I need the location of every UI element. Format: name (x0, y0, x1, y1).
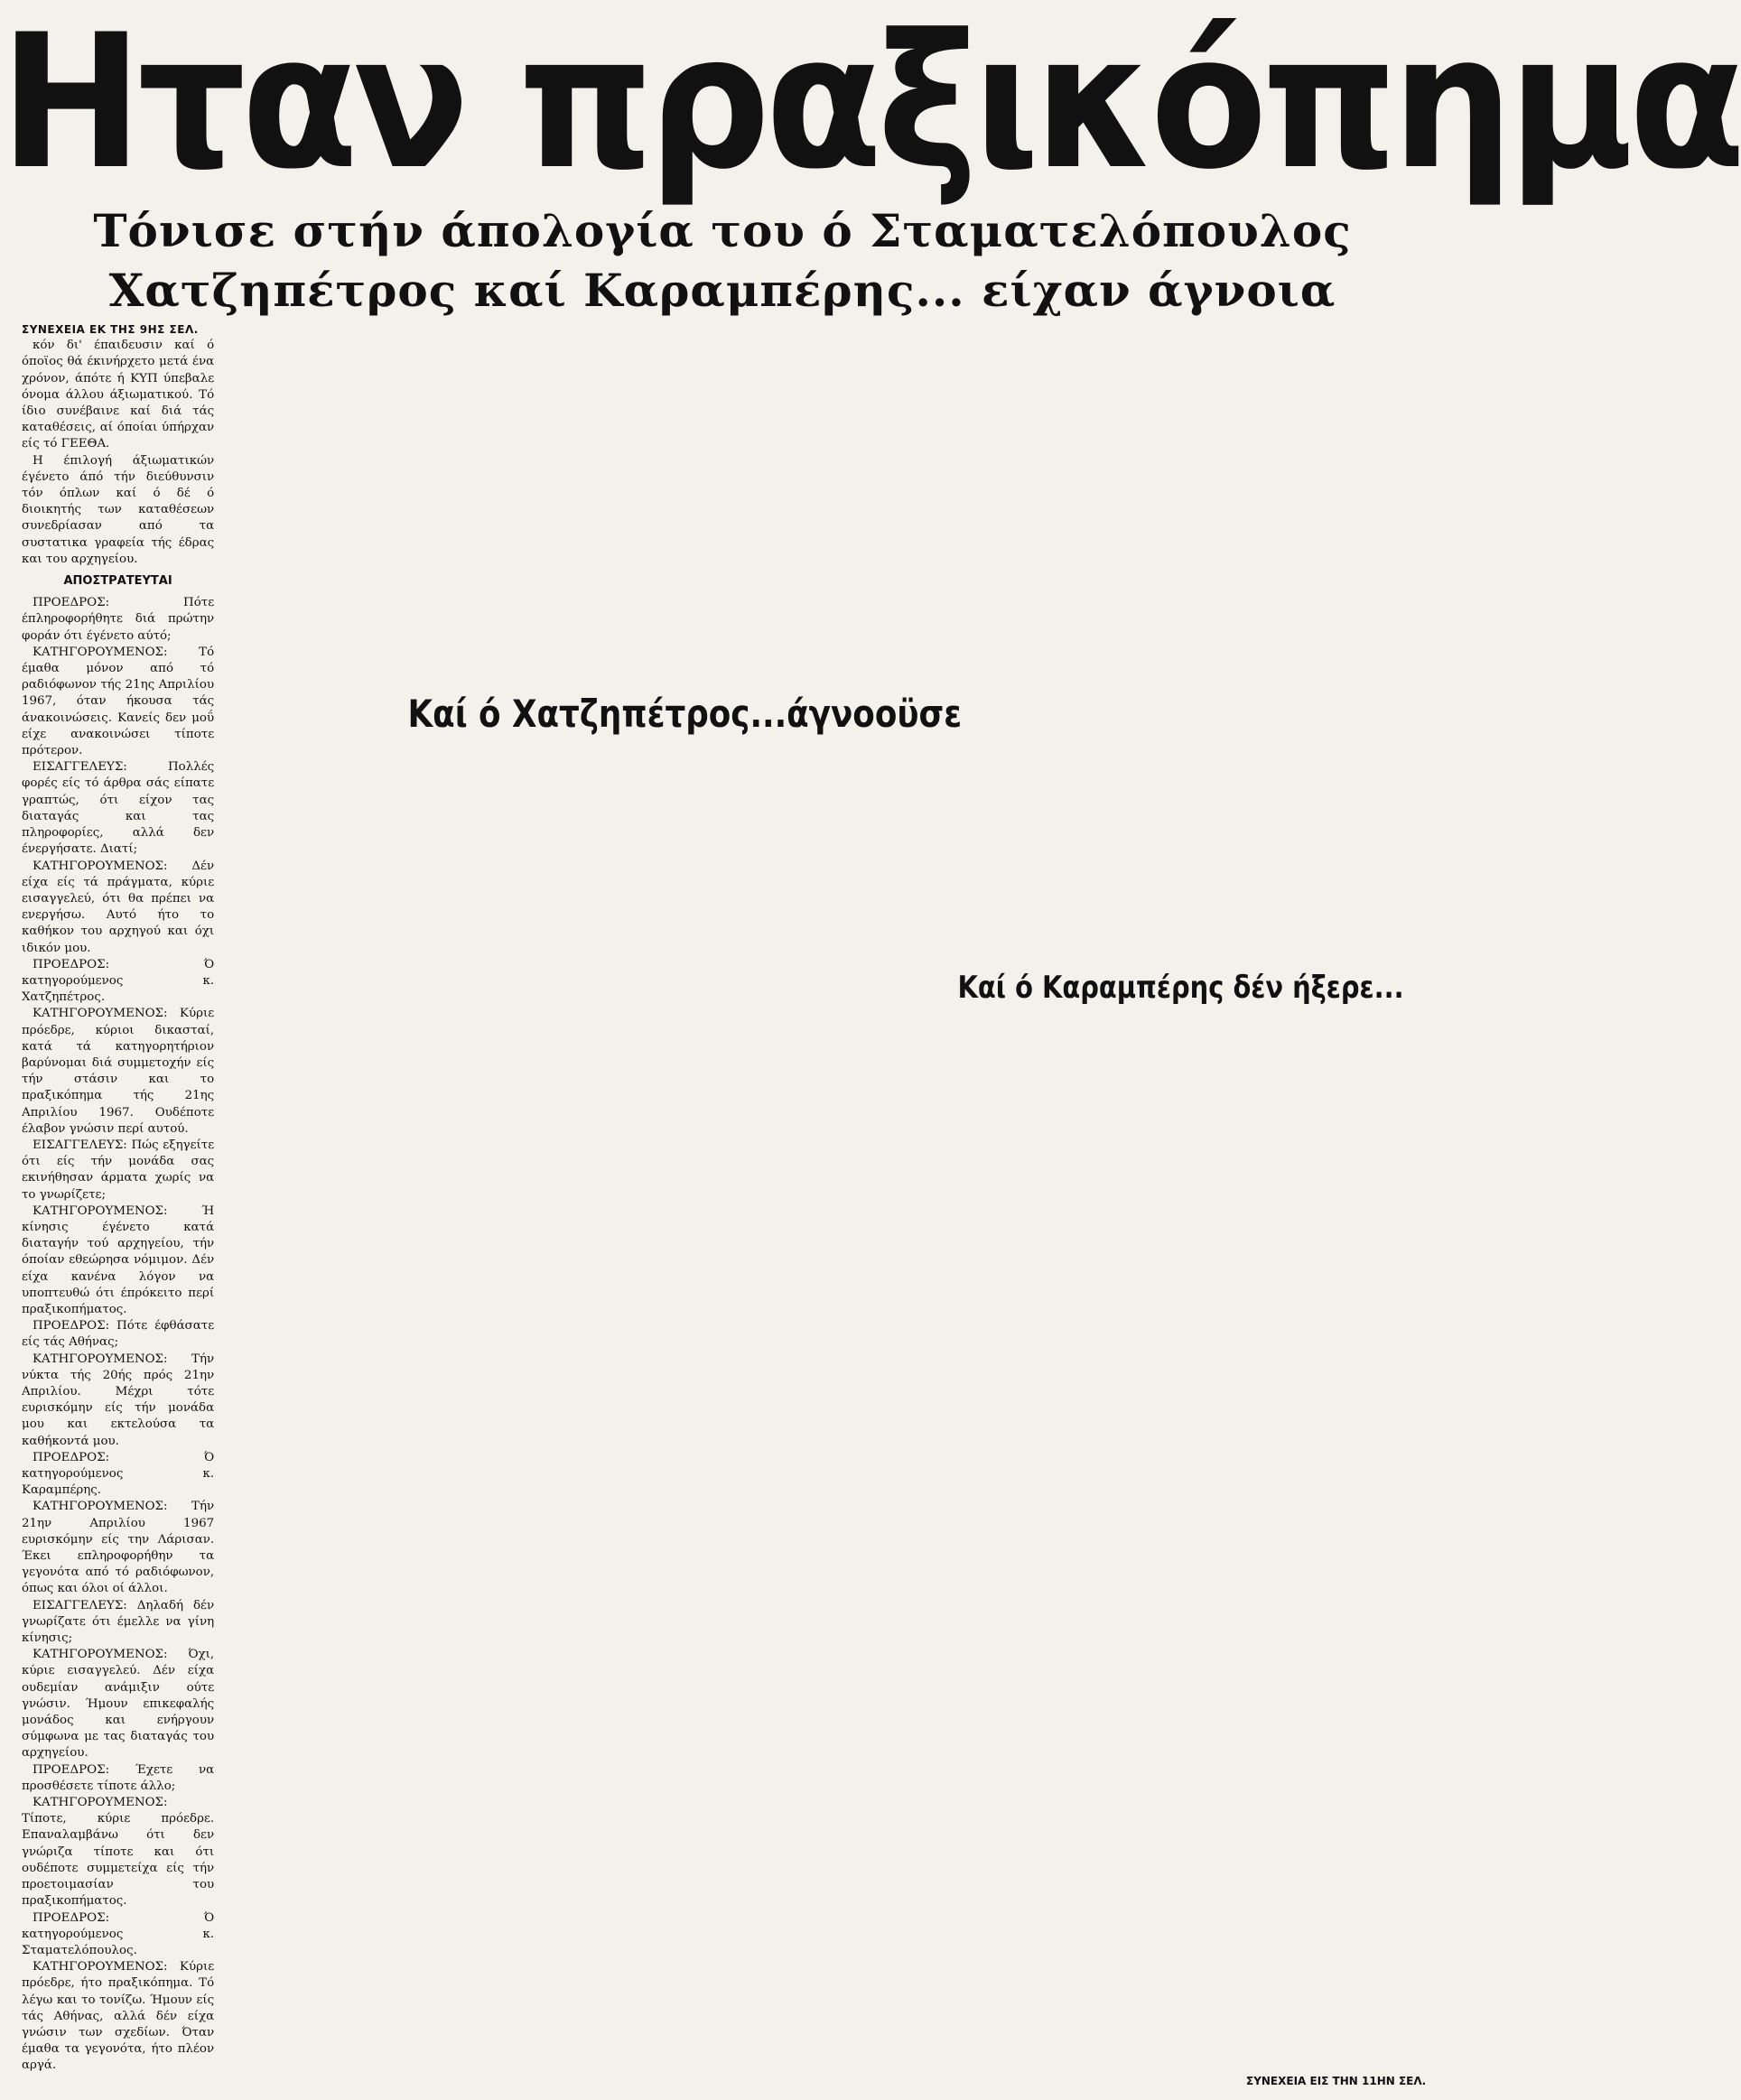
paragraph: ΠΡΟΕΔΡΟΣ: Ό κατηγορούμενος κ. Καραμπέρης. (22, 1450, 215, 1498)
paragraph: ΠΡΟΕΔΡΟΣ: Ό κατηγορούμενος κ. Χατζηπέτρος. (22, 957, 215, 1005)
paragraph: ΠΡΟΕΔΡΟΣ: Πότε έφθάσατε είς τάς Αθήνας; (22, 1319, 215, 1350)
paragraph: ΚΑΤΗΓΟΡΟΥΜΕΝΟΣ: Τό έμαθα μόνον από τό ραδιόφωνον τής 21ης Απριλίου 1967, όταν ήκουσα τάς άνακοινώσεις. Κανείς δεν μοΰ είχε ανακοινώσει τίποτε πρότερον. (22, 645, 215, 758)
paragraph: ΚΑΤΗΓΟΡΟΥΜΕΝΟΣ: Ή κίνησις έγένετο κατά διαταγήν τού αρχηγείου, τήν όποίαν εθεώρησα νόμιμον. Δέν είχα κανένα λόγον να υποπτευθώ ότι έπρόκειτο περί πραξικοπήματος. (22, 1203, 215, 1316)
continued-label: ΣΥΝΕΧΕΙΑ ΕΚ ΤΗΣ 9ΗΣ ΣΕΛ. (22, 323, 199, 336)
continued-footer: ΣΥΝΕΧΕΙΑ ΕΙΣ ΤΗΝ 11ΗΝ ΣΕΛ. (1246, 2075, 1445, 2087)
paragraph: ΚΑΤΗΓΟΡΟΥΜΕΝΟΣ: Κύριε πρόεδρε, ήτο πραξικόπημα. Τό λέγω και το τονίζω. Ήμουν είς τάς Αθήνας, αλλά δέν είχα γνώσιν των σχεδίων. Όταν έμαθα τα γεγονότα, ήτο πλέον αργά. (22, 1960, 215, 2073)
paragraph: ΚΑΤΗΓΟΡΟΥΜΕΝΟΣ: Τήν 21ην Απριλίου 1967 ευρισκόμην είς την Λάρισαν. Έκει επληροφορήθην τα γεγονότα από τό ραδιόφωνον, όπως και όλοι οί άλλοι. (22, 1500, 215, 1596)
paragraph: ΚΑΤΗΓΟΡΟΥΜΕΝΟΣ: Τήν νύκτα τής 20ής πρός 21ην Απριλίου. Μέχρι τότε ευρισκόμην είς τήν μονάδα μου και εκτελούσα τα καθήκοντά μου. (22, 1352, 215, 1448)
paragraph: ΚΑΤΗΓΟΡΟΥΜΕΝΟΣ: Κύριε πρόεδρε, κύριοι δικασταί, κατά τά κατηγορητήριον βαρύνομαι διά συμμετοχήν είς τήν στάσιν και το πραξικόπημα τής 21ης Απριλίου 1967. Ουδέποτε έλαβον γνώσιν περί αυτού. (22, 1007, 215, 1136)
section-heading-hatzipetros: Καί ό Χατζηπέτρος...άγνοοϋσε (400, 686, 970, 741)
paragraph: ΚΑΤΗΓΟΡΟΥΜΕΝΟΣ: Τίποτε, κύριε πρόεδρε. Επαναλαμβάνω ότι δεν γνώριζα τίποτε και ότι ουδέποτε συμμετείχα είς τήν προετοιμασίαν του πραξικοπήματος. (22, 1796, 215, 1909)
paragraph: ΚΑΤΗΓΟΡΟΥΜΕΝΟΣ: Όχι, κύριε εισαγγελεύ. Δέν είχα ουδεμίαν ανάμιξιν ούτε γνώσιν. Ήμουν επικεφαλής μονάδος και ενήργουν σύμφωνα με τας διαταγάς του αρχηγείου. (22, 1648, 215, 1761)
paragraph: ΕΙΣΑΓΓΕΛΕΥΣ: Δηλαδή δέν γνωρίζατε ότι έμελλε να γίνη κίνησις; (22, 1598, 215, 1646)
paragraph: ΠΡΟΕΔΡΟΣ: Έχετε να προσθέσετε τίποτε άλλο; (22, 1762, 215, 1793)
paragraph: ΕΙΣΑΓΓΕΛΕΥΣ: Πώς εξηγείτε ότι είς τήν μονάδα σας εκινήθησαν άρματα χωρίς να το γνωρίζετε; (22, 1138, 215, 1202)
paragraph: ΠΡΟΕΔΡΟΣ: Πότε έπληροφορήθητε διά πρώτην φοράν ότι έγένετο αύτό; (22, 596, 215, 643)
paragraph: ΚΑΤΗΓΟΡΟΥΜΕΝΟΣ: Δέν είχα είς τά πράγματα, κύριε εισαγγελεύ, ότι θα πρέπει να ενεργήσω. Αυτό ήτο το καθήκον του αρχηγού και όχι ιδικόν μου. (22, 859, 215, 955)
subheadline-line-2: Χατζηπέτρος καί Καραμπέρης... είχαν άγνοια (108, 264, 1336, 317)
paragraph: ΕΙΣΑΓΓΕΛΕΥΣ: Πολλές φορές είς τό άρθρα σάς είπατε γραπτώς, ότι είχον τας διαταγάς και τας πληροφορίες, αλλά δεν ένεργήσατε. Διατί; (22, 760, 215, 857)
paragraph: κόν δι' έπαιδευσιν καί ό όποϊος θά έκινήρχετο μετά ένα χρόνον, άπότε ή ΚΥΠ ύπεβαλε όνομα άλλου άξιωματικού. Τό ίδιο συνέβαινε καί διά τάς καταθέσεις, αί όποίαι ύπήρχαν είς τό ΓΕΕΘΑ. (22, 339, 215, 451)
subheadline-line-1: Τόνισε στήν άπολογία του ό Σταματελόπουλος (93, 204, 1352, 257)
paragraph: ΠΡΟΕΔΡΟΣ: Ό κατηγορούμενος κ. Σταματελόπουλος. (22, 1910, 215, 1957)
subsection-heading: ΑΠΟΣΤΡΑΤΕΥΤΑΙ (63, 574, 172, 589)
section-heading-karamperis: Καί ό Καραμπέρης δέν ήξερε... (950, 964, 1411, 1011)
paragraph: Η έπιλογή άξιωματικών έγένετο άπό τήν διεύθυνσιν τόν όπλων καί ό δέ ό διοικητής των καταθέσεων συνεδρίασαν από τα συστατικα γραφεία τής έδρας και του αρχηγείου. (22, 453, 215, 566)
article-body (22, 321, 1445, 2095)
headline: Ηταν πραξικόπημα (0, 0, 1741, 210)
